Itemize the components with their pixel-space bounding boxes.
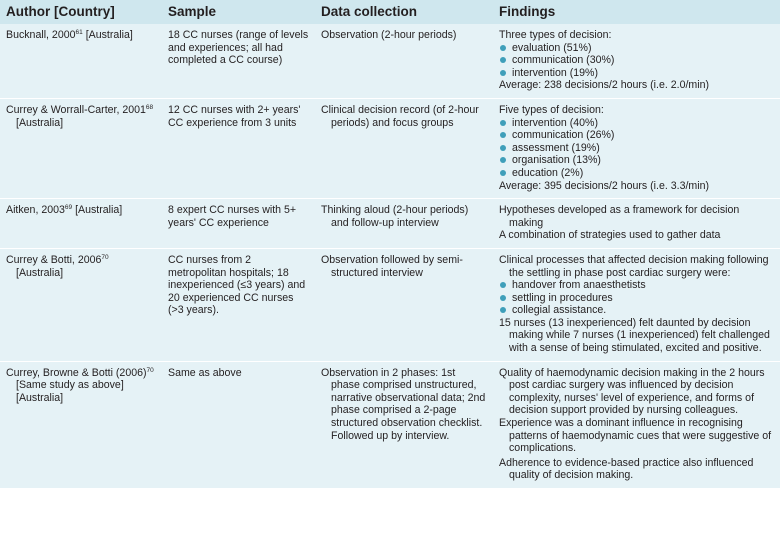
bullet-dot-icon [500,120,506,126]
author-name: Bucknall, 2000 [6,29,76,41]
author-citation [6,204,156,217]
author-cell [0,361,162,488]
author-country: [Australia] [16,116,64,129]
author-citation [6,104,156,129]
data-collection-cell [315,248,493,361]
list-item [499,142,774,155]
data-collection-cell [315,24,493,98]
header-sample: Sample [162,0,315,24]
list-item [499,279,774,292]
findings-intro: Three types of decision: [499,29,612,41]
list-item [499,154,774,167]
author-country: [Same study as above] [Australia] [16,379,124,404]
bullet-dot-icon [500,132,506,138]
author-citation [6,29,156,42]
header-findings: Findings [493,0,780,24]
list-item [499,54,774,67]
data-collection-text: Observation in 2 phases: 1st phase comprised unstructured, narrative observational data; 2nd phase comprised a 2-page structured observation checklist. Followed up by interview. [321,366,486,442]
bullet-dot-icon [500,70,506,76]
author-citation [6,367,156,405]
author-citation [6,254,156,279]
header-author: Author [Country] [0,0,162,24]
table-header [0,0,780,24]
author-name: Aitken, 2003 [6,204,65,217]
author-cell [0,199,162,249]
table-row [0,24,780,98]
header-row [0,0,780,24]
data-collection-text: Clinical decision record (of 2-hour periods) and focus groups [321,103,479,129]
data-collection-cell [315,361,493,488]
list-item-text: settling in procedures [512,291,613,304]
author-country: [Australia] [16,266,64,279]
list-item-text: collegial assistance. [512,304,607,317]
list-item-text: organisation (13%) [512,154,601,167]
findings-list [499,279,774,317]
findings-cell [493,98,780,198]
author-name: Currey & Botti, 2006 [6,253,102,266]
list-item [499,129,774,142]
list-item [499,292,774,305]
findings-note: Adherence to evidence-based practice also influenced quality of decision making. [499,456,754,482]
list-item-text: intervention (19%) [512,66,598,79]
author-cell [0,248,162,361]
bullet-dot-icon [500,57,506,63]
list-item [499,117,774,130]
author-name: Currey & Worrall-Carter, 2001 [6,103,146,116]
header-data-collection: Data collection [315,0,493,24]
author-country: [Australia] [85,29,133,41]
findings-list [499,117,774,180]
list-item-text: assessment (19%) [512,141,600,154]
bullet-dot-icon [500,295,506,301]
findings-note: Average: 238 decisions/2 hours (i.e. 2.0/min) [499,79,710,92]
data-collection-cell [315,199,493,249]
sample-cell: 8 expert CC nurses with 5+ years' CC experience [162,199,315,249]
data-collection-text: Observation (2-hour periods) [321,29,457,41]
findings-note: 15 nurses (13 inexperienced) felt daunted by decision making while 7 nurses (1 inexperienced) felt challenged with a sense of being stimulated, excited and positive. [499,316,770,355]
author-country: [Australia] [75,204,123,217]
findings-note: Experience was a dominant influence in recognising patterns of haemodynamic cues that were suggestive of complications. [499,417,772,455]
reference-number: 70 [101,253,109,261]
findings-cell [493,199,780,249]
bullet-dot-icon [500,145,506,151]
table-row [0,361,780,488]
findings-intro: Quality of haemodynamic decision making in the 2 hours post cardiac surgery was influenced by decision complexity, nurses' level of experience, and forms of decision support provided by nursing colleagues. [499,366,765,417]
table-body [0,24,780,488]
findings-intro: Five types of decision: [499,103,604,116]
list-item-text: education (2%) [512,166,584,179]
list-item-text: intervention (40%) [512,116,598,129]
sample-cell: 12 CC nurses with 2+ years' CC experience from 3 units [162,98,315,198]
data-collection-cell [315,98,493,198]
list-item [499,167,774,180]
findings-list [499,42,774,80]
bullet-dot-icon [500,282,506,288]
list-item [499,304,774,317]
reference-number: 68 [145,103,154,111]
list-item-text: handover from anaesthetists [512,279,646,292]
findings-cell [493,361,780,488]
bullet-dot-icon [500,157,506,163]
findings-note: Average: 395 decisions/2 hours (i.e. 3.3/min) [499,179,710,192]
list-item-text: communication (30%) [512,54,615,67]
table-row [0,98,780,198]
reference-number: 70 [146,366,154,374]
table-row [0,199,780,249]
list-item-text: evaluation (51%) [512,41,592,54]
list-item-text: communication (26%) [512,129,615,142]
bullet-dot-icon [500,170,506,176]
reference-number: 69 [64,204,73,212]
findings-intro: Hypotheses developed as a framework for decision making [499,204,740,229]
sample-cell: 18 CC nurses (range of levels and experiences; all had completed a CC course) [162,24,315,98]
data-collection-text: Thinking aloud (2-hour periods) and follow-up interview [321,204,469,229]
data-collection-text: Observation followed by semi-structured interview [321,253,463,279]
findings-intro: Clinical processes that affected decision making following the settling in phase post cardiac surgery were: [499,253,769,279]
author-cell [0,24,162,98]
sample-cell: CC nurses from 2 metropolitan hospitals; 18 inexperienced (≤3 years) and 20 experienced CC nurses (>3 years). [162,248,315,361]
author-cell [0,98,162,198]
bullet-dot-icon [500,307,506,313]
bullet-dot-icon [500,45,506,51]
reference-number: 61 [75,29,83,36]
findings-cell [493,24,780,98]
sample-cell: Same as above [162,361,315,488]
findings-cell [493,248,780,361]
list-item [499,42,774,55]
list-item [499,67,774,80]
author-name: Currey, Browne & Botti (2006) [6,366,147,379]
findings-note: A combination of strategies used to gather data [499,229,721,242]
table-row [0,248,780,361]
